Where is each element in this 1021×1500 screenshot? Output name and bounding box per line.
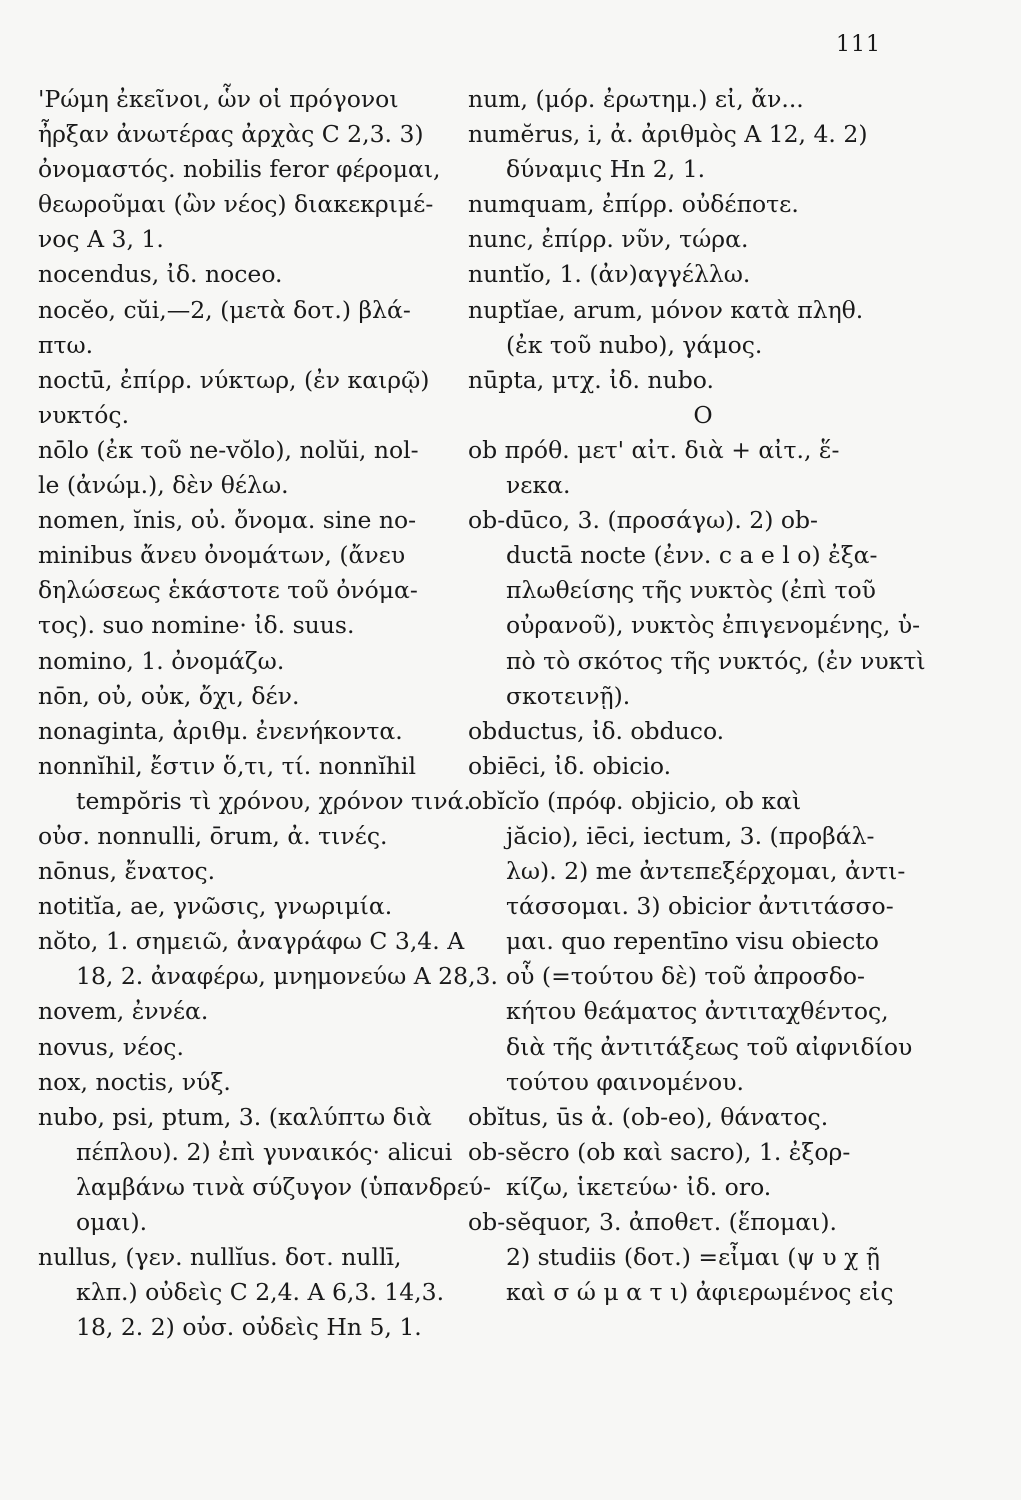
dictionary-line: λαμβάνω τινὰ σύζυγον (ὑπανδρεύ- <box>76 1172 491 1201</box>
dictionary-line: nomen, ĭnis, οὐ. ὄνομα. sine no- <box>38 506 417 535</box>
dictionary-line: nonnĭhil, ἔστιν ὅ,τι, τί. nonnĭhil <box>38 751 416 780</box>
dictionary-line: nūpta, μτχ. ἰδ. nubo. <box>468 365 714 394</box>
dictionary-line: οὐσ. nonnulli, ōrum, ἀ. τινές. <box>38 821 388 850</box>
dictionary-line: minibus ἄνευ ὀνομάτων, (ἄνευ <box>38 541 406 570</box>
dictionary-line: nōnus, ἔνατος. <box>38 857 216 886</box>
dictionary-line: nox, noctis, νύξ. <box>38 1067 231 1096</box>
dictionary-line: καὶ σ ώ μ α τ ι) ἀφιερωμένος εἰς <box>506 1278 894 1307</box>
dictionary-line: obiēci, ἰδ. obicio. <box>468 751 672 780</box>
dictionary-line: πλωθείσης τῆς νυκτὸς (ἐπὶ τοῦ <box>506 576 876 605</box>
right-column <box>468 82 938 1310</box>
dictionary-line: 'Ρώμη ἐκεῖνοι, ὧν οἱ πρόγονοι <box>38 85 399 113</box>
page-number: 111 <box>836 32 881 57</box>
dictionary-line: 18, 2. ἀναφέρω, μνημονεύω A 28,3. <box>76 962 498 991</box>
dictionary-line: nomino, 1. ὀνομάζω. <box>38 646 285 675</box>
dictionary-line: tempŏris τὶ χρόνου, χρόνον τινά. <box>76 786 471 815</box>
dictionary-line: διὰ τῆς ἀντιτάξεως τοῦ αἰφνιδίου <box>506 1032 913 1061</box>
dictionary-line: le (ἀνώμ.), δὲν θέλω. <box>38 471 289 500</box>
dictionary-line: nŏto, 1. σημειῶ, ἀναγράφω C 3,4. A <box>38 927 465 956</box>
dictionary-line: νος A 3, 1. <box>38 225 164 254</box>
dictionary-line: θεωροῦμαι (ὢν νέος) διακεκριμέ- <box>38 190 434 219</box>
dictionary-line: πέπλου). 2) ἐπὶ γυναικός· alicui <box>76 1137 453 1166</box>
dictionary-line: nuptĭae, arum, μόνον κατὰ πληθ. <box>468 295 864 324</box>
dictionary-line: nuntĭo, 1. (ἀν)αγγέλλω. <box>468 260 751 289</box>
dictionary-line: ductā nocte (ἐνν. c a e l o) ἐξα- <box>506 541 878 570</box>
dictionary-line: obductus, ἰδ. obduco. <box>468 716 725 745</box>
dictionary-line: ὀνομαστός. nobilis feror φέρομαι, <box>38 155 441 184</box>
dictionary-line: κίζω, ἱκετεύω· ἰδ. oro. <box>506 1172 772 1201</box>
dictionary-line: κλπ.) οὐδεὶς C 2,4. A 6,3. 14,3. <box>76 1278 445 1307</box>
dictionary-line: noctū, ἐπίρρ. νύκτωρ, (ἐν καιρῷ) <box>38 365 430 394</box>
dictionary-line: σκοτεινῇ). <box>506 681 631 710</box>
dictionary-line: obĭtus, ūs ἀ. (ob-eo), θάνατος. <box>468 1102 829 1131</box>
dictionary-line: obĭcĭo (πρόφ. objicio, ob καὶ <box>468 786 802 815</box>
dictionary-line: numquam, ἐπίρρ. οὐδέποτε. <box>468 190 799 219</box>
dictionary-line: jăcio), iēci, iectum, 3. (προβάλ- <box>506 821 875 850</box>
dictionary-line: 18, 2. 2) οὐσ. οὐδεὶς Hn 5, 1. <box>76 1313 422 1342</box>
dictionary-line: nōn, οὐ, οὐκ, ὄχι, δέν. <box>38 681 300 710</box>
dictionary-line: ob-sĕquor, 3. ἀποθετ. (ἕπομαι). <box>468 1208 838 1236</box>
dictionary-line: novus, νέος. <box>38 1032 184 1061</box>
dictionary-line: λω). 2) me ἀντεπεξέρχομαι, ἀντι- <box>506 857 906 886</box>
dictionary-line: κήτου θεάματος ἀντιταχθέντος, <box>506 997 889 1026</box>
dictionary-line: ob-dūco, 3. (προσάγω). 2) ob- <box>468 506 818 535</box>
dictionary-line: nullus, (γεν. nullĭus. δοτ. nullī, <box>38 1243 402 1272</box>
dictionary-line: nocĕo, cŭi,—2, (μετὰ δοτ.) βλά- <box>38 295 411 324</box>
dictionary-line: δηλώσεως ἑκάστοτε τοῦ ὀνόμα- <box>38 576 418 605</box>
dictionary-line: nōlo (ἐκ τοῦ ne-vŏlo), nolŭi, nol- <box>38 435 419 464</box>
dictionary-line: nubo, psi, ptum, 3. (καλύπτω διὰ <box>38 1102 432 1131</box>
dictionary-line: πὸ τὸ σκότος τῆς νυκτός, (ἐν νυκτὶ <box>506 646 926 675</box>
left-column <box>38 82 498 1345</box>
dictionary-line: notitĭa, ae, γνῶσις, γνωριμία. <box>38 892 393 921</box>
dictionary-line: οὐρανοῦ), νυκτὸς ἐπιγενομένης, ὑ- <box>506 611 921 640</box>
dictionary-line: νυκτός. <box>38 400 130 429</box>
dictionary-line: ομαι). <box>76 1208 148 1236</box>
dictionary-line: νεκα. <box>506 471 571 500</box>
dictionary-line: ἦρξαν ἀνωτέρας ἀρχὰς C 2,3. 3) <box>38 120 424 149</box>
dictionary-line: τούτου φαινομένου. <box>506 1067 744 1096</box>
dictionary-line: nunc, ἐπίρρ. νῦν, τώρα. <box>468 225 749 254</box>
dictionary-line: τος). suo nomine· ἰδ. suus. <box>38 611 355 640</box>
dictionary-line: πτω. <box>38 330 94 359</box>
dictionary-line: μαι. quo repentīno visu obiecto <box>506 927 879 956</box>
dictionary-line: δύναμις Hn 2, 1. <box>506 155 706 184</box>
dictionary-line: ob πρόθ. μετ' αἰτ. διὰ + αἰτ., ἕ- <box>468 435 840 464</box>
dictionary-line: numĕrus, i, ἀ. ἀριθμὸς A 12, 4. 2) <box>468 120 868 149</box>
dictionary-line: nonaginta, ἀριθμ. ἐνενήκοντα. <box>38 716 403 745</box>
dictionary-line: nocendus, ἰδ. noceo. <box>38 260 283 289</box>
section-letter: O <box>693 400 713 429</box>
dictionary-line: (ἐκ τοῦ nubo), γάμος. <box>506 330 763 359</box>
dictionary-line: num, (μόρ. ἐρωτημ.) εἰ, ἄν... <box>468 85 804 113</box>
dictionary-line: novem, ἐννέα. <box>38 997 209 1026</box>
dictionary-line: 2) studiis (δοτ.) =εἶμαι (ψ υ χ ῇ <box>506 1243 880 1272</box>
dictionary-line: ob-sĕcro (ob καὶ sacro), 1. ἐξορ- <box>468 1137 851 1166</box>
dictionary-line: οὗ (=τούτου δὲ) τοῦ ἀπροσδο- <box>506 962 865 991</box>
dictionary-line: τάσσομαι. 3) obicior ἀντιτάσσο- <box>506 892 894 921</box>
